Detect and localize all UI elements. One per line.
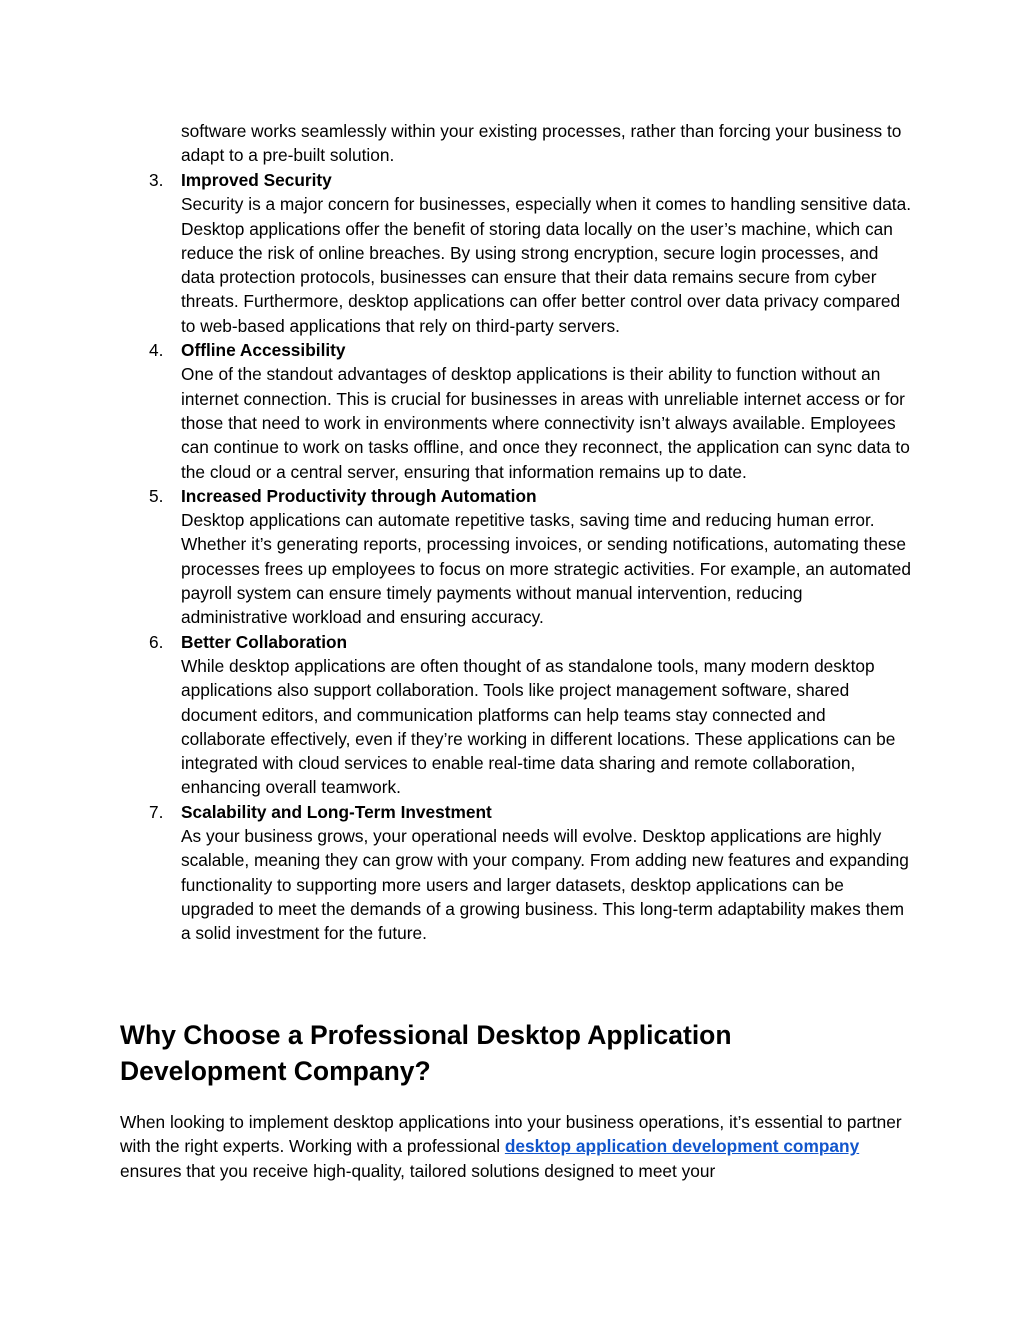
list-item-description: While desktop applications are often thought of as standalone tools, many modern desktop applications also support collaboration. Tools like project management software, shared document editors, and communication platforms can help teams stay connected and collaborate effectively, even if they’re working in different locations. These applications can be integrated with cloud services to enable real-time data sharing and remote collaboration, enhancing overall teamwork. [181,655,896,798]
list-item-number: 3. [149,170,164,190]
list-item-title: Increased Productivity through Automation [181,485,537,506]
list-item-title: Better Collaboration [181,631,348,652]
section-heading: Why Choose a Professional Desktop Application Development Company? [120,1020,732,1086]
list-item [0,630,911,800]
list-item-description: Desktop applications can automate repetitive tasks, saving time and reducing human error. Whether it’s generating reports, processing invoices, or sending notifications, automating these processes frees up employees to focus on more strategic activities. For example, an automated payroll system can ensure timely payments without manual intervention, reducing administrative workload and ensuring accuracy. [181,510,912,628]
paragraph-text-before-link: When looking to implement desktop applications into your business operations, it’s essential to partner with the right experts. Working with a professional [120,1112,902,1157]
list-item-title: Improved Security [181,170,332,190]
list-item-number: 5. [149,485,164,506]
list-item-description: One of the standout advantages of desktop applications is their ability to function without an internet connection. This is crucial for businesses in areas with unreliable internet access or for those that need to work in environments where connectivity isn’t always available. Employees can continue to work on tasks offline, and once they reconnect, the application can sync data to the cloud or a central server, ensuring that information remains up to date. [181,364,910,482]
list-item [0,484,911,630]
section-paragraph [120,1110,910,1183]
list-item [0,338,911,484]
numbered-list [0,168,1024,946]
list-item-number: 7. [149,801,164,822]
paragraph-text-after-link: ensures that you receive high-quality, tailored solutions designed to meet your [120,1160,716,1181]
list-item-number: 6. [149,631,164,652]
list-item [0,168,911,338]
list-item-title: Offline Accessibility [181,340,346,361]
desktop-app-development-company-link[interactable]: desktop application development company [504,1136,860,1157]
list-item-description: Security is a major concern for businesses, especially when it comes to handling sensitive data. Desktop applications offer the benefit of storing data locally on the user’s machine, which can reduce the risk of online breaches. By using strong encryption, secure login processes, and data protection protocols, businesses can ensure that their data remains secure from cyber threats. Furthermore, desktop applications can offer better control over data privacy compared to web-based applications that rely on third-party servers. [181,194,912,336]
list-item-title: Scalability and Long-Term Investment [181,801,492,822]
list-item-number: 4. [149,340,164,361]
list-item-description: As your business grows, your operational needs will evolve. Desktop applications are highly scalable, meaning they can grow with your company. From adding new features and expanding functionality to supporting more users and larger datasets, desktop applications can be upgraded to meet the demands of a growing business. This long-term adaptability makes them a solid investment for the future. [181,826,909,944]
list-item [0,800,911,946]
list-item-continuation: software works seamlessly within your existing processes, rather than forcing your business to adapt to a pre-built solution. [181,121,902,166]
